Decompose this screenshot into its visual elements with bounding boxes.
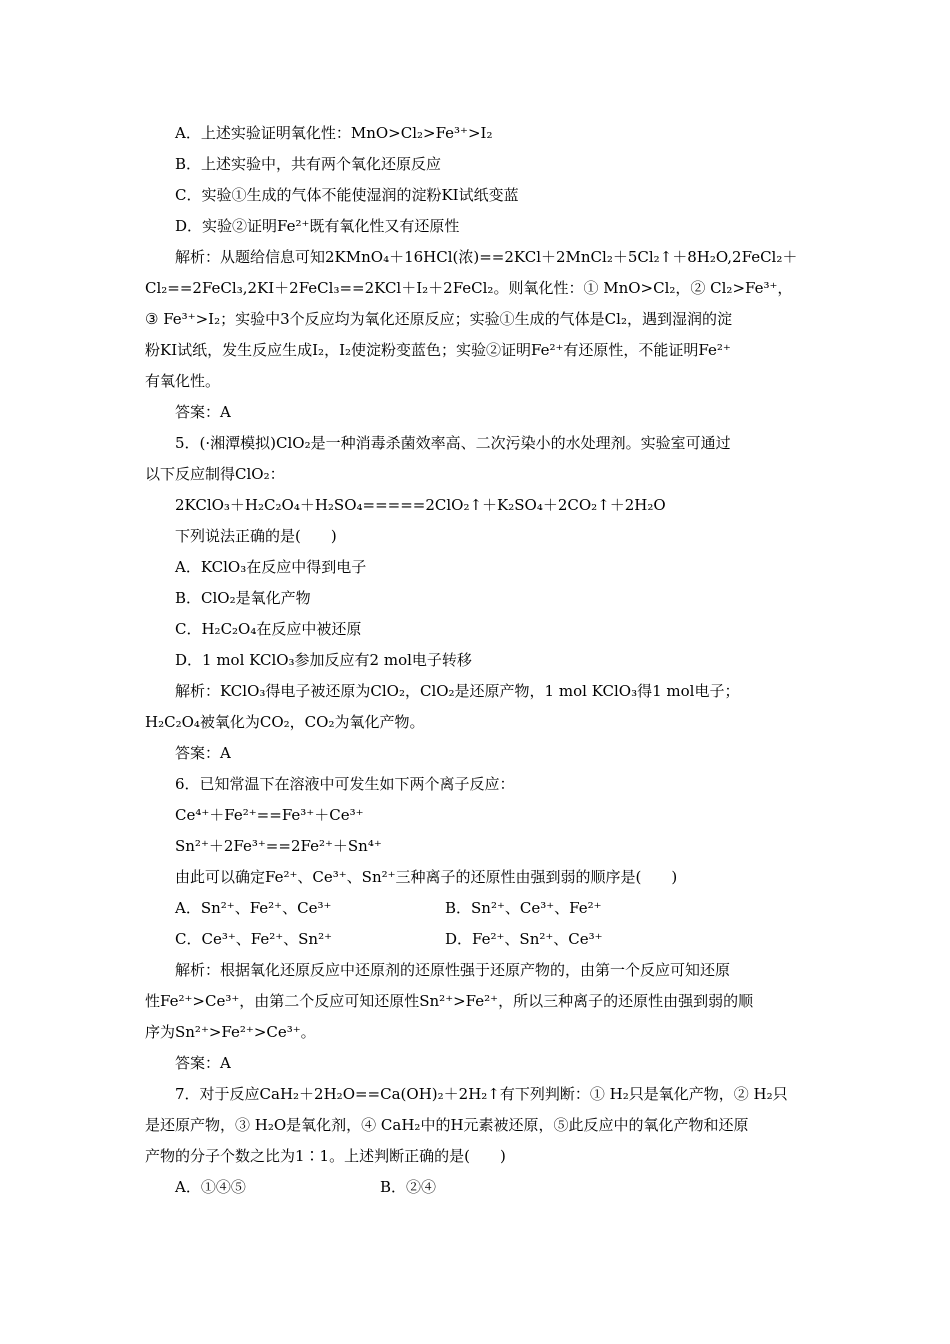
q7-stem: 是还原产物，③ H₂O是氧化剂，④ CaH₂中的H元素被还原，⑤此反应中的氧化产物和还原 xyxy=(145,1116,749,1134)
q5-prompt: 下列说法正确的是( ) xyxy=(175,527,337,545)
q6-stem: 6．已知常温下在溶液中可发生如下两个离子反应： xyxy=(175,775,515,793)
prev-analysis-line: ③ Fe³⁺>I₂；实验中3个反应均为氧化还原反应；实验①生成的气体是Cl₂，遇到湿润的淀 xyxy=(145,310,732,328)
q5-option-a: A．KClO₃在反应中得到电子 xyxy=(175,558,367,576)
prev-option-a: A．上述实验证明氧化性：MnO>Cl₂>Fe³⁺>I₂ xyxy=(175,124,493,142)
prev-analysis-line: Cl₂==2FeCl₃,2KI＋2FeCl₃==2KCl＋I₂＋2FeCl₂。则氧化性：① MnO>Cl₂，② Cl₂>Fe³⁺， xyxy=(145,279,793,297)
prev-answer: 答案：A xyxy=(175,403,231,421)
q7-option-b: B．②④ xyxy=(380,1178,437,1196)
q5-equation: 2KClO₃＋H₂C₂O₄＋H₂SO₄=====2ClO₂↑＋K₂SO₄＋2CO₂↑＋2H₂O xyxy=(175,496,666,514)
q6-option-b: B．Sn²⁺、Ce³⁺、Fe²⁺ xyxy=(445,899,602,917)
q5-option-c: C．H₂C₂O₄在反应中被还原 xyxy=(175,620,362,638)
q7-options-row xyxy=(175,1177,845,1197)
q6-prompt: 由此可以确定Fe²⁺、Ce³⁺、Sn²⁺三种离子的还原性由强到弱的顺序是( ) xyxy=(175,868,678,886)
q6-options-row xyxy=(175,929,845,949)
q7-option-a: A．①④⑤ xyxy=(175,1178,246,1196)
prev-analysis-line: 粉KI试纸，发生反应生成I₂，I₂使淀粉变蓝色；实验②证明Fe²⁺有还原性，不能证明Fe²⁺ xyxy=(145,341,731,359)
q6-analysis: 序为Sn²⁺>Fe²⁺>Ce³⁺。 xyxy=(145,1023,316,1041)
q7-stem: 产物的分子个数之比为1∶1。上述判断正确的是( ) xyxy=(145,1147,506,1165)
q5-stem: 以下反应制得ClO₂： xyxy=(145,465,285,483)
q6-option-d: D．Fe²⁺、Sn²⁺、Ce³⁺ xyxy=(445,930,603,948)
q6-option-a: A．Sn²⁺、Fe²⁺、Ce³⁺ xyxy=(175,899,332,917)
q5-answer: 答案：A xyxy=(175,744,231,762)
prev-analysis-line: 解析：从题给信息可知2KMnO₄＋16HCl(浓)==2KCl＋2MnCl₂＋5Cl₂↑＋8H₂O,2FeCl₂＋ xyxy=(175,248,798,266)
q5-stem: 5．(·湘潭模拟)ClO₂是一种消毒杀菌效率高、二次污染小的水处理剂。实验室可通过 xyxy=(175,434,731,452)
q6-equation-2: Sn²⁺＋2Fe³⁺==2Fe²⁺＋Sn⁴⁺ xyxy=(175,837,382,855)
q7-stem: 7．对于反应CaH₂＋2H₂O==Ca(OH)₂＋2H₂↑有下列判断：① H₂只是氧化产物，② H₂只 xyxy=(175,1085,788,1103)
q6-analysis: 解析：根据氧化还原反应中还原剂的还原性强于还原产物的，由第一个反应可知还原 xyxy=(175,961,731,979)
q6-answer: 答案：A xyxy=(175,1054,231,1072)
prev-option-c: C．实验①生成的气体不能使湿润的淀粉KI试纸变蓝 xyxy=(175,186,519,204)
q5-analysis: H₂C₂O₄被氧化为CO₂，CO₂为氧化产物。 xyxy=(145,713,425,731)
prev-analysis-line: 有氧化性。 xyxy=(145,372,221,390)
prev-option-d: D．实验②证明Fe²⁺既有氧化性又有还原性 xyxy=(175,217,460,235)
q6-analysis: 性Fe²⁺>Ce³⁺，由第二个反应可知还原性Sn²⁺>Fe²⁺，所以三种离子的还原性由强到弱的顺 xyxy=(145,992,754,1010)
q5-option-d: D．1 mol KClO₃参加反应有2 mol电子转移 xyxy=(175,651,472,669)
q6-equation-1: Ce⁴⁺＋Fe²⁺==Fe³⁺＋Ce³⁺ xyxy=(175,806,364,824)
q5-option-b: B．ClO₂是氧化产物 xyxy=(175,589,311,607)
prev-option-b: B．上述实验中，共有两个氧化还原反应 xyxy=(175,155,442,173)
q5-analysis: 解析：KClO₃得电子被还原为ClO₂，ClO₂是还原产物，1 mol KClO₃得1 mol电子； xyxy=(175,682,740,700)
q6-options-row xyxy=(175,898,845,918)
q6-option-c: C．Ce³⁺、Fe²⁺、Sn²⁺ xyxy=(175,930,333,948)
